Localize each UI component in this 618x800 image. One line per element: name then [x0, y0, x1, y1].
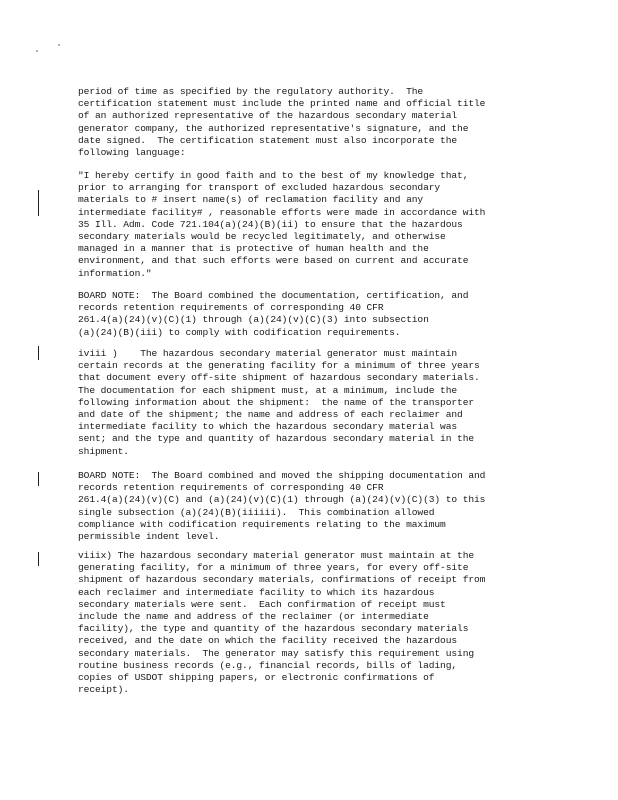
paragraph-certification-statement: "I hereby certify in good faith and to the best of my knowledge that, prior to arranging for transport of excluded hazardous secondary materials to # insert name(s) of reclamation facility and any intermediate facility# , reasonable efforts were made in accordance with 35 Ill. Adm. Code 721.104(a)(24)(B)(ii) to ensure that the hazardous secondary materials would be recycled legitimately, and otherwise managed in a manner that is protective of human health and the environment, and that such efforts were based on current and accurate information." [78, 170, 486, 279]
paragraph-board-note-2: BOARD NOTE: The Board combined and moved the shipping documentation and records retention requirements of corresponding 40 CFR 261.4(a)(24)(v)(C) and (a)(24)(v)(C)(1) through (a)(24)(v)(C)(3) to this single subsection (a)(24)(B)(iiiiii). This combination allowed compliance with codification requirements relating to the maximum permissible indent level. [78, 470, 486, 543]
paragraph-board-note-1: BOARD NOTE: The Board combined the documentation, certification, and records retention requirements of corresponding 40 CFR 261.4(a)(24)(v)(C)(1) through (a)(24)(v)(C)(3) into subsection (a)(24)(B)(iii) to comply with codification requirements. [78, 290, 469, 338]
scan-speck [36, 50, 38, 52]
revision-bar [38, 552, 39, 566]
scan-speck [58, 44, 60, 46]
paragraph-receipt-confirmations: viiix) The hazardous secondary material generator must maintain at the generating facility, for a minimum of three years, for every off-site shipment of hazardous secondary materials, confirmations of receipt from each reclaimer and intermediate facility to which its hazardous secondary materials were sent. Each confirmation of receipt must include the name and address of the reclaimer (or intermediate facility), the type and quantity of the hazardous secondary materials received, and the date on which the facility received the hazardous secondary materials. The generator may satisfy this requirement using routine business records (e.g., financial records, bills of lading, copies of USDOT shipping papers, or electronic confirmations of receipt). [78, 550, 486, 696]
revision-bar [38, 346, 39, 360]
paragraph-certification-intro: period of time as specified by the regulatory authority. The certification statement must include the printed name and official title of an authorized representative of the hazardous secondary material generator company, the authorized representative's signature, and the date signed. The certification statement must also incorporate the following language: [78, 86, 486, 159]
revision-bar [38, 472, 39, 486]
paragraph-shipment-records: iviii ) The hazardous secondary material generator must maintain certain records at the generating facility for a minimum of three years that document every off-site shipment of hazardous secondary materials. The documentation for each shipment must, at a minimum, include the following information about the shipment: the name of the transporter and date of the shipment; the name and address of each reclaimer and intermediate facility to which the hazardous secondary material was sent; and the type and quantity of hazardous secondary material in the shipment. [78, 348, 480, 457]
revision-bar [38, 190, 39, 216]
